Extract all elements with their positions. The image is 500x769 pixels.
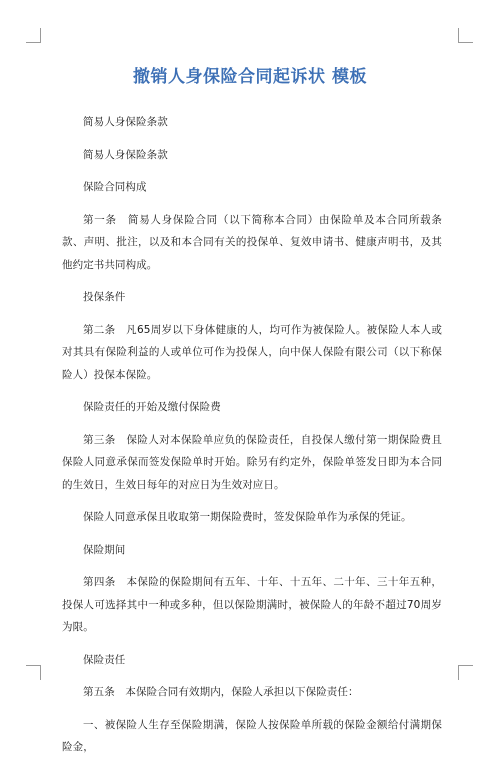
article-paragraph: 第五条 本保险合同有效期内，保险人承担以下保险责任： bbox=[83, 686, 359, 698]
page-corner-mark-top-left bbox=[26, 28, 41, 43]
section-heading: 投保条件 bbox=[83, 291, 126, 303]
paragraph: 简易人身保险条款 bbox=[83, 116, 168, 128]
article-paragraph: 第四条 本保险的保险期间有五年、十年、十五年、二十年、三十年五种，投保人可选择其中一种或多种，但以保险期满时，被保险人的年龄不超过70周岁为限。 bbox=[62, 576, 442, 633]
section-heading: 保险责任的开始及缴付保险费 bbox=[83, 401, 221, 413]
paragraph: 一、被保险人生存至保险期满，保险人按保险单所载的保险金额给付满期保险金， bbox=[62, 718, 442, 753]
page-corner-mark-bottom-right bbox=[458, 665, 473, 680]
page-corner-mark-bottom-left bbox=[26, 665, 41, 680]
page-corner-mark-top-right bbox=[458, 28, 473, 43]
paragraph: 简易人身保险条款 bbox=[83, 148, 168, 161]
document-title: 撤销人身保险合同起诉状 模板 bbox=[133, 67, 367, 87]
section-heading: 保险责任 bbox=[83, 653, 126, 666]
paragraph: 保险人同意承保且收取第一期保险费时，签发保险单作为承保的凭证。 bbox=[83, 511, 412, 523]
article-paragraph: 第一条 简易人身保险合同（以下简称本合同）由保险单及本合同所载条款、声明、批注，以及和本合同有关的投保单、复效申请书、健康声明书，及其他约定书共同构成。 bbox=[62, 213, 442, 271]
document-body bbox=[62, 111, 442, 769]
section-heading: 保险合同构成 bbox=[83, 181, 147, 193]
article-paragraph: 第三条 保险人对本保险单应负的保险责任，自投保人缴付第一期保险费且保险人同意承保而签发保险单时开始。除另有约定外，保险单签发日即为本合同的生效日，生效日每年的对应日为生效对应日。 bbox=[62, 433, 442, 491]
section-heading: 保险期间 bbox=[83, 543, 126, 556]
article-paragraph: 第二条 凡65周岁以下身体健康的人，均可作为被保险人。被保险人本人或对其具有保险利益的人或单位可作为投保人，向中保人保险有限公司（以下称保险人）投保本保险。 bbox=[62, 323, 442, 381]
